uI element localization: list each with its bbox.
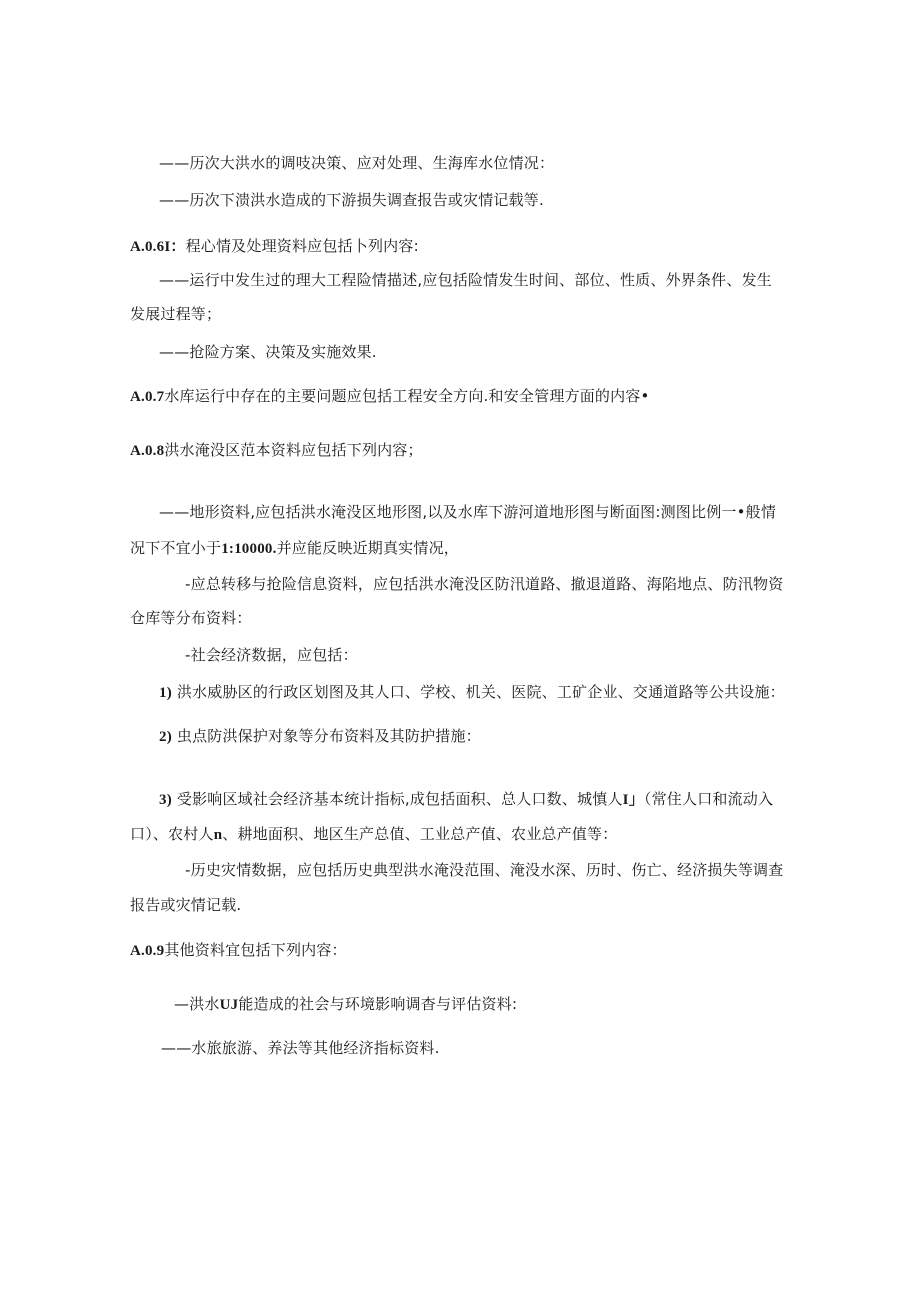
scale-value: 1:10000.: [221, 541, 277, 557]
section-a-0-6: [130, 236, 419, 257]
section-heading: 水库运行中存在的主要问题应包括工程安全方向.和安全管理方面的内容•: [164, 387, 650, 405]
text-line: [130, 824, 617, 845]
text-line: -历史灾情数据，应包括历史典型洪水淹没范围、淹没水深、历时、伤亡、经济损失等调查: [185, 861, 784, 879]
text-line: ——地形资料,应包括洪水淹没区地形图,以及水库下游河道地形图与断面图:测图比例一•般情: [159, 503, 777, 521]
text-span: 、耕地面积、地区生产总值、工业总产值、农业总产值等：: [222, 825, 618, 843]
list-number: 1): [159, 685, 172, 701]
text-line: ——抢险方案、决策及实施效果.: [159, 343, 377, 361]
list-number: 2): [159, 729, 172, 745]
text-line: -应总转移与抢险信息资料，应包括洪水淹没区防汛道路、撤退道路、海陷地点、防汛物资: [185, 575, 784, 593]
section-a-0-7: [130, 386, 650, 407]
list-text: I」: [622, 792, 644, 808]
list-item: [159, 682, 785, 703]
list-text: 虫点防洪保护对象等分布资料及其防护措施：: [176, 727, 481, 745]
section-number: A.0.9: [130, 943, 165, 959]
list-text: 洪水威胁区的行政区划图及其人口、学校、机关、医院、工矿企业、交通道路等公共设施：: [176, 683, 785, 701]
text-span: 能造成的社会与环境影响调杳与评估资料:: [238, 995, 518, 1013]
text-line: 报告或灾情记载.: [130, 896, 242, 914]
list-text: （常住人口和流动入: [643, 790, 774, 808]
text-line: 仓库等分布资料：: [130, 609, 252, 627]
text-span: —洪水: [174, 995, 220, 1013]
section-number: A.0.6I：: [130, 239, 186, 255]
text-line: [130, 538, 459, 559]
section-heading: 其他资料宜包括下列内容：: [164, 941, 347, 959]
list-number: 3): [159, 792, 172, 808]
text-span: UJ: [219, 997, 239, 1013]
text-line: -社会经济数据，应包括：: [185, 646, 358, 664]
section-a-0-8: [130, 440, 423, 461]
text-line: ——历次大洪水的调吱决策、应对处理、生海库水位情况：: [159, 154, 555, 172]
text-line: 发展过程等；: [130, 305, 222, 323]
section-heading: 程心情及处理资料应包括卜列内容:: [185, 237, 419, 255]
text-span: 口）、农村人: [130, 825, 214, 843]
text-line: ——历次下溃洪水造成的下游损失调查报告或灾情记载等.: [159, 191, 544, 209]
text-span: 况下不宜小于: [130, 539, 222, 557]
section-number: A.0.8: [130, 443, 165, 459]
section-heading: 洪水淹没区范本资料应包括下列内容；: [164, 441, 423, 459]
text-span: 并应能反映近期真实情况，: [276, 539, 459, 557]
text-line: ——水旅旅游、养法等其他经济指标资料.: [161, 1039, 440, 1057]
text-span: n: [213, 827, 223, 843]
section-number: A.0.7: [130, 389, 165, 405]
text-line: [174, 994, 517, 1015]
list-item: [159, 726, 481, 747]
list-item: [159, 789, 773, 810]
text-line: ——运行中发生过的理大工程险情描述,应包括险情发生时间、部位、性质、外界条件、发生: [159, 271, 772, 289]
section-a-0-9: [130, 940, 347, 961]
list-text: 受影响区域社会经济基本统计指标,成包括面积、总人口数、城慎人: [176, 790, 623, 808]
